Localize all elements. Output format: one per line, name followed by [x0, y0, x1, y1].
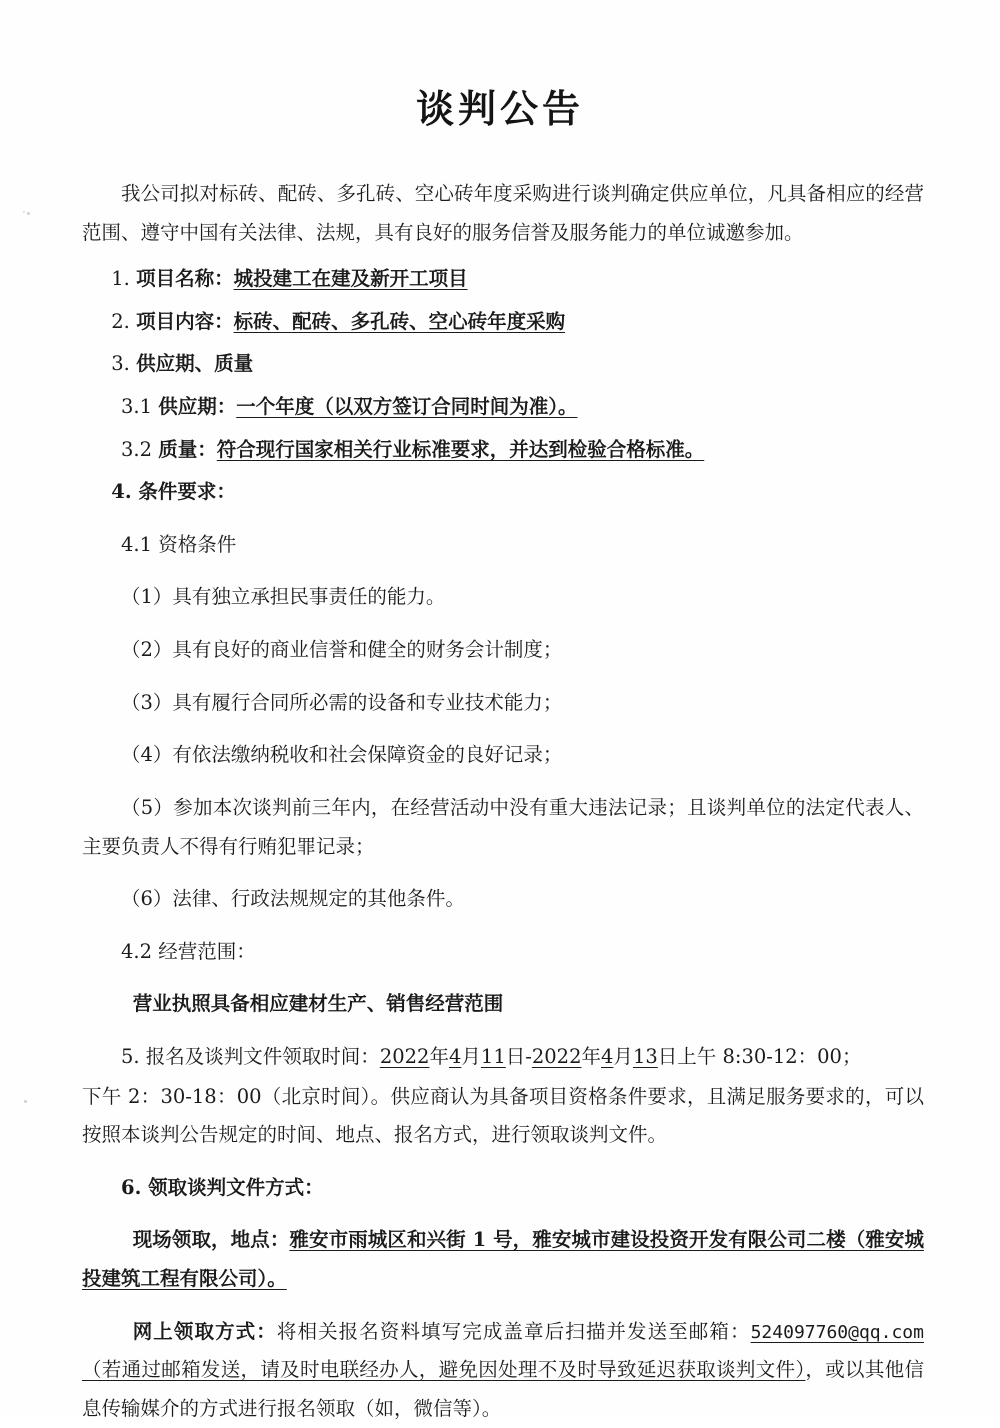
- section-3-label: 供应期、质量: [136, 352, 254, 376]
- date-dash: -: [525, 1044, 532, 1068]
- online-value-before: 将相关报名资料填写完成盖章后扫描并发送至邮箱：: [276, 1319, 751, 1343]
- section-5-tail: 供应商认为具备项目资格条件要求，且满足服务要求的，可以按照本谈判公告规定的时间、地点、报名方式，进行领取谈判文件。: [82, 1084, 924, 1147]
- section-3-2-value: 符合现行国家相关行业标准要求，并达到检验合格标准。: [216, 437, 705, 461]
- online-pickup: [82, 1313, 924, 1428]
- date-start-day: 11: [480, 1044, 506, 1068]
- month-unit: 月: [461, 1044, 481, 1068]
- month-unit-end: 月: [613, 1044, 633, 1068]
- section-2-label: 项目内容：: [136, 309, 234, 333]
- section-3-1-label: 供应期：: [158, 395, 237, 419]
- onsite-value: 雅安市雨城区和兴街 1 号，雅安城市建设投资开发有限公司二楼（雅安城投建筑工程有限公司）。: [82, 1228, 924, 1291]
- section-4-1-title: 4.1 资格条件: [121, 532, 237, 556]
- page-title: 谈判公告: [415, 86, 584, 131]
- qualification-item: （4）有依法缴纳税收和社会保障资金的良好记录；: [121, 743, 563, 767]
- onsite-pickup: [82, 1221, 924, 1298]
- qualification-item: （5）参加本次谈判前三年内，在经营活动中没有重大违法记录；且谈判单位的法定代表人、主要负责人不得有行贿犯罪记录；: [82, 795, 924, 858]
- scan-artifact: ·: [22, 205, 26, 219]
- online-label: 网上领取方式：: [132, 1319, 277, 1343]
- qualification-item: （2）具有良好的商业信誉和健全的财务会计制度；: [121, 638, 563, 662]
- section-3-1-value: 一个年度（以双方签订合同时间为准）。: [236, 395, 578, 419]
- date-start-year: 2022: [379, 1044, 430, 1068]
- qualification-item: （6）法律、行政法规规定的其他条件。: [121, 887, 465, 911]
- section-3-2-number: 3.2: [121, 437, 153, 461]
- section-4-2-title: 4.2 经营范围：: [121, 939, 256, 963]
- section-5-prefix: 5. 报名及谈判文件领取时间：: [121, 1044, 380, 1068]
- section-1-label: 项目名称：: [136, 267, 234, 291]
- section-3: [82, 345, 924, 384]
- scan-speck: [24, 1100, 27, 1103]
- date-end-year: 2022: [531, 1044, 582, 1068]
- section-2-number: 2.: [111, 309, 130, 333]
- section-3-2: [82, 431, 924, 470]
- scan-speck: [27, 212, 30, 215]
- onsite-label: 现场领取，地点：: [132, 1228, 290, 1252]
- date-end-month: 4: [601, 1044, 614, 1068]
- year-unit-end: 年: [581, 1044, 601, 1068]
- intro-paragraph: 我公司拟对标砖、配砖、多孔砖、空心砖年度采购进行谈判确定供应单位，凡具备相应的经营范围、遵守中国有关法律、法规，具有良好的服务信誉及服务能力的单位诚邀参加。: [82, 182, 924, 244]
- year-unit: 年: [429, 1044, 449, 1068]
- day-unit: 日: [505, 1044, 526, 1068]
- section-4-2-body: 营业执照具备相应建材生产、销售经营范围: [132, 992, 504, 1016]
- section-1: [82, 260, 924, 299]
- section-3-number: 3.: [111, 352, 130, 376]
- section-5: [82, 1038, 924, 1077]
- online-note: （若通过邮箱发送，请及时电联经办人，避免因处理不及时导致延迟获取谈判文件）: [82, 1358, 806, 1382]
- qualification-item: （1）具有独立承担民事责任的能力。: [121, 585, 446, 609]
- qualification-item: （3）具有履行合同所必需的设备和专业技术能力；: [121, 690, 563, 714]
- section-6-title: 6. 领取谈判文件方式：: [121, 1175, 324, 1199]
- time-am: 日上午 8:30-12：00；: [657, 1044, 862, 1068]
- section-3-1-number: 3.1: [121, 395, 153, 419]
- section-4-title: 4. 条件要求：: [111, 480, 236, 504]
- section-3-1: [82, 388, 924, 427]
- time-pm: 下午 2：30-18：00（北京时间）。: [82, 1084, 391, 1108]
- section-5-continued: [82, 1078, 924, 1155]
- section-1-value: 城投建工在建及新开工项目: [233, 267, 468, 291]
- section-2-value: 标砖、配砖、多孔砖、空心砖年度采购: [233, 309, 566, 333]
- section-3-2-label: 质量：: [158, 437, 217, 461]
- email-address[interactable]: 524097760@qq.com: [750, 1321, 924, 1343]
- document-body: [82, 175, 924, 1428]
- section-1-number: 1.: [111, 267, 130, 291]
- date-start-month: 4: [448, 1044, 462, 1068]
- online-value-after: ，或以其他信息传输媒介的方式进行报名领取（如，微信等）。: [82, 1358, 924, 1420]
- section-2: [82, 303, 924, 342]
- date-end-day: 13: [632, 1044, 658, 1068]
